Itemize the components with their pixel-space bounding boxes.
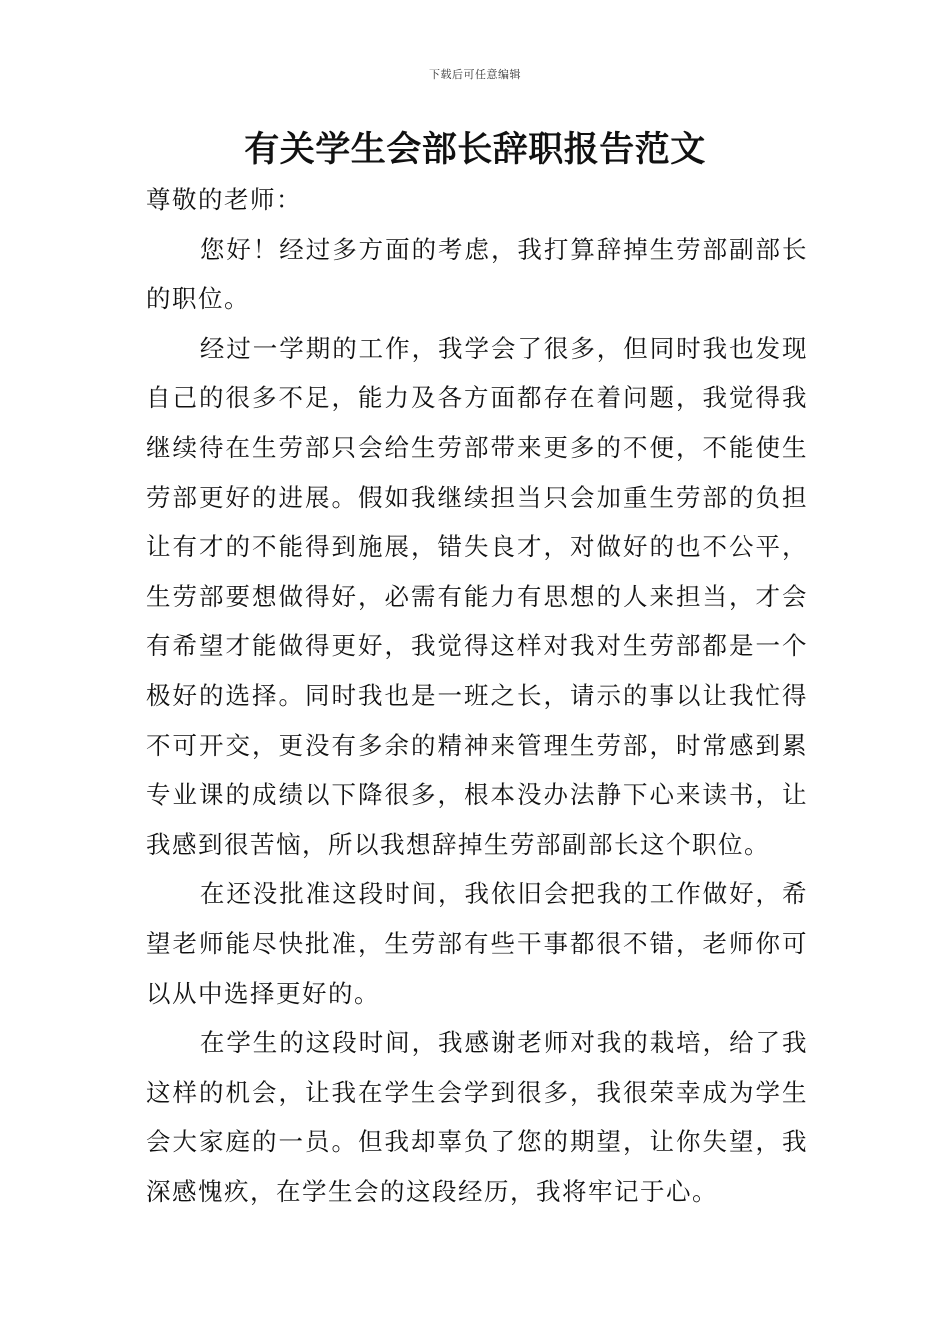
document-title: 有关学生会部长辞职报告范文 — [244, 130, 706, 170]
document-body — [146, 175, 808, 1216]
paragraph-transition: 在还没批准这段时间，我依旧会把我的工作做好，希望老师能尽快批准，生劳部有些干事都很不错，老师你可以从中选择更好的。 — [146, 879, 808, 1008]
salutation: 尊敬的老师： — [146, 185, 302, 214]
header-note: 下载后可任意编辑 — [429, 68, 521, 81]
paragraph-greeting: 您好！经过多方面的考虑，我打算辞掉生劳部副部长的职位。 — [146, 234, 808, 314]
paragraph-gratitude: 在学生的这段时间，我感谢老师对我的栽培，给了我这样的机会，让我在学生会学到很多，我很荣幸成为学生会大家庭的一员。但我却辜负了您的期望，让你失望，我深感愧疚，在学生会的这段经历，我将牢记于心。 — [146, 1028, 808, 1206]
paragraph-reasons: 经过一学期的工作，我学会了很多，但同时我也发现自己的很多不足，能力及各方面都存在着问题，我觉得我继续待在生劳部只会给生劳部带来更多的不便，不能使生劳部更好的进展。假如我继续担当只会加重生劳部的负担让有才的不能得到施展，错失良才，对做好的也不公平，生劳部要想做得好，必需有能力有思想的人来担当，才会有希望才能做得更好，我觉得这样对我对生劳部都是一个极好的选择。同时我也是一班之长，请示的事以让我忙得不可开交，更没有多余的精神来管理生劳部，时常感到累专业课的成绩以下降很多，根本没办法静下心来读书，让我感到很苦恼，所以我想辞掉生劳部副部长这个职位。 — [146, 333, 808, 859]
